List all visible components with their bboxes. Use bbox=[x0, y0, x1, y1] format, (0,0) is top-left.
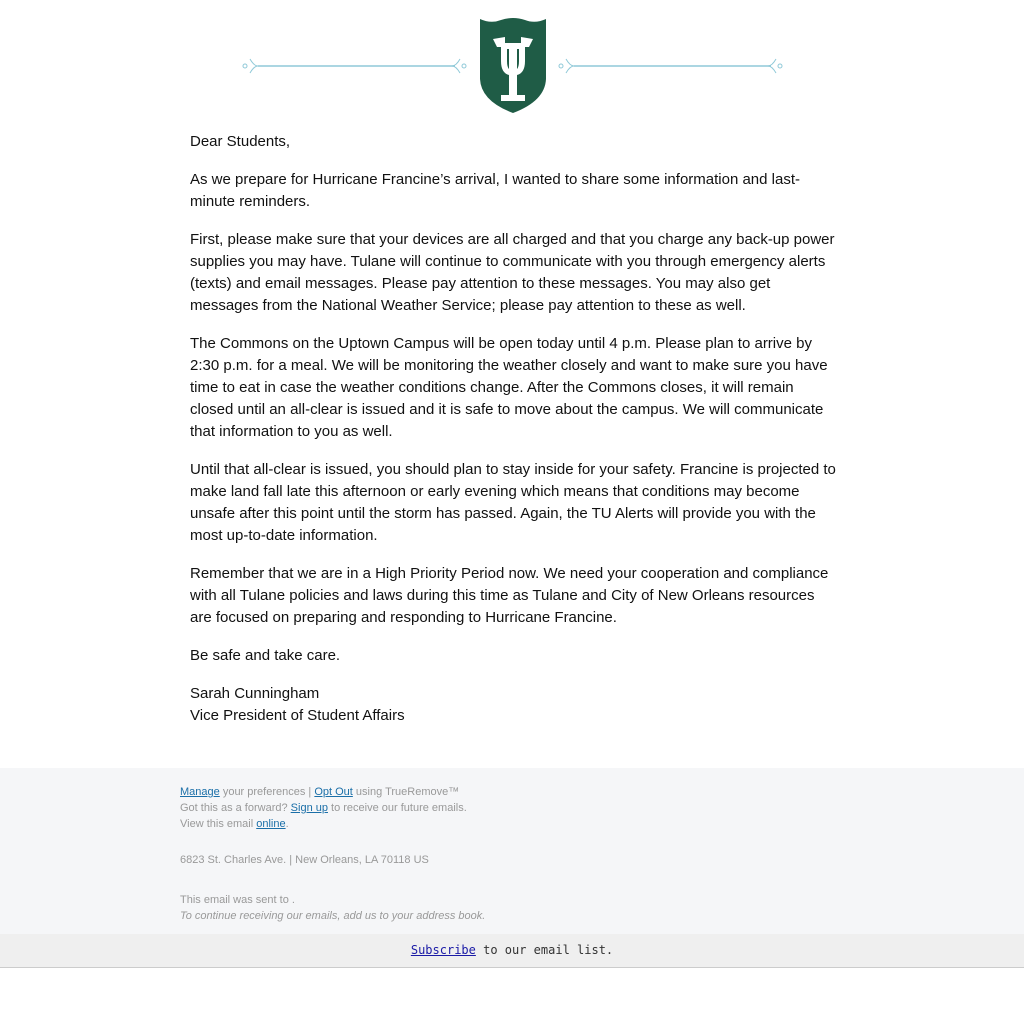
opt-out-link[interactable]: Opt Out bbox=[314, 786, 353, 798]
paragraph: First, please make sure that your devices are all charged and that you charge any back-up power supplies you may have. Tulane will continue to communicate with you through emergency alerts (texts) and email messages. Please pay attention to these messages. You may also get messages from the National Weather Service; please pay attention to these as well. bbox=[190, 231, 835, 314]
view-online-link[interactable]: online bbox=[256, 818, 286, 830]
signup-text: to receive our future emails. bbox=[327, 802, 467, 814]
forward-line bbox=[180, 800, 485, 816]
view-text: View this email bbox=[180, 818, 257, 830]
left-ornament-rule bbox=[240, 56, 470, 76]
sent-to-text: This email was sent to . bbox=[180, 894, 295, 906]
optout-text: using TrueRemove™ bbox=[352, 786, 460, 798]
greeting: Dear Students, bbox=[190, 133, 291, 150]
paragraph: The Commons on the Uptown Campus will be open today until 4 p.m. Please plan to arrive by 2:30 p.m. for a meal. We will be monitoring the weather closely and want to make sure you have time to eat in case the weather conditions change. After the Commons closes, it will remain closed until an all-clear is issued and it is safe to move about the campus. We will communicate that information to you as well. bbox=[190, 335, 828, 440]
email-header bbox=[0, 0, 1024, 120]
signature bbox=[190, 683, 838, 727]
subscribe-link[interactable]: Subscribe bbox=[410, 943, 476, 957]
postal-address: 6823 St. Charles Ave. | New Orleans, LA 70118 US bbox=[180, 854, 429, 866]
paragraph: As we prepare for Hurricane Francine’s arrival, I wanted to share some information and last-minute reminders. bbox=[190, 171, 800, 210]
forward-text: Got this as a forward? bbox=[180, 802, 291, 814]
letter-body bbox=[190, 131, 838, 743]
subscribe-bar bbox=[0, 934, 1024, 968]
manage-text: your preferences | bbox=[219, 786, 315, 798]
paragraph: Until that all-clear is issued, you should plan to stay inside for your safety. Francine is projected to make land fall late this afternoon or early evening which means that conditions may become unsafe after this point until the storm has passed. Again, the TU Alerts will provide you with the most up-to-date information. bbox=[190, 461, 836, 544]
signer-name: Sarah Cunningham bbox=[190, 685, 320, 702]
closing: Be safe and take care. bbox=[190, 647, 341, 664]
address-book-note: To continue receiving our emails, add us to your address book. bbox=[180, 910, 486, 922]
view-online-line bbox=[180, 816, 485, 832]
email-footer bbox=[0, 768, 1024, 934]
preferences-line bbox=[180, 784, 485, 800]
signer-title: Vice President of Student Affairs bbox=[190, 707, 405, 724]
view-end: . bbox=[285, 818, 289, 830]
manage-link[interactable]: Manage bbox=[180, 786, 220, 798]
sign-up-link[interactable]: Sign up bbox=[290, 802, 328, 814]
subscribe-text: to our email list. bbox=[475, 943, 614, 957]
paragraph: Remember that we are in a High Priority Period now. We need your cooperation and compliance with all Tulane policies and laws during this time as Tulane and City of New Orleans resources are focused on preparing and responding to Hurricane Francine. bbox=[190, 565, 829, 626]
right-ornament-rule bbox=[556, 56, 786, 76]
tulane-shield-logo bbox=[479, 17, 547, 114]
